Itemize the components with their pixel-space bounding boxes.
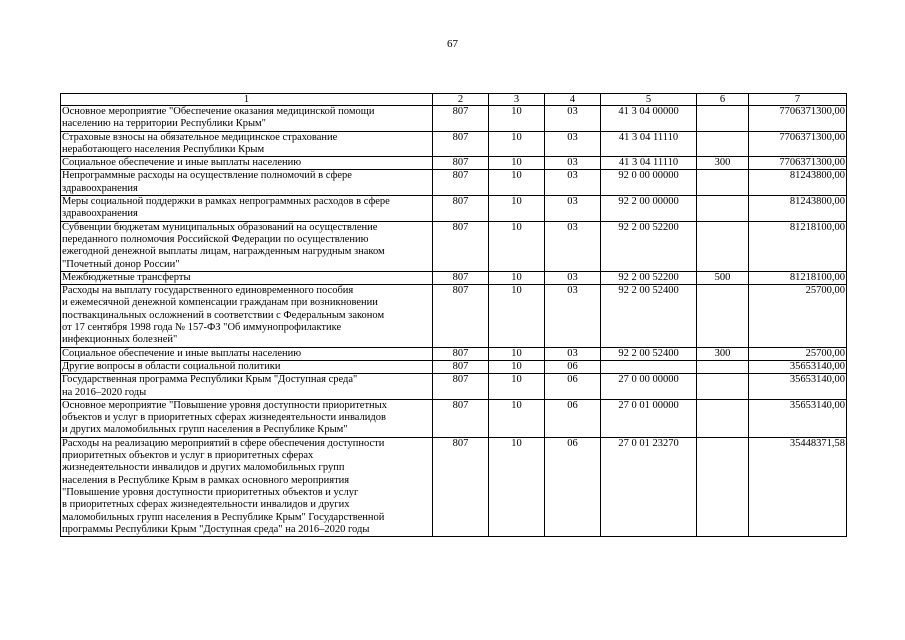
- description-line: маломобильных групп населения в Республике Крым" Государственной: [62, 511, 385, 523]
- row-ministry-code: 807: [433, 374, 489, 400]
- row-section-code: 10: [489, 360, 545, 373]
- row-subsection-code: 03: [545, 285, 601, 347]
- description-line: программы Республики Крым "Доступная среда" на 2016–2020 годы: [62, 523, 370, 535]
- row-expense-type-code: [697, 285, 749, 347]
- row-description: [61, 131, 433, 157]
- column-header: 6: [697, 94, 749, 106]
- row-section-code: 10: [489, 196, 545, 222]
- row-amount: 35448371,58: [749, 437, 847, 536]
- row-subsection-code: 03: [545, 157, 601, 170]
- row-ministry-code: 807: [433, 399, 489, 437]
- row-amount: 35653140,00: [749, 360, 847, 373]
- row-subsection-code: 03: [545, 221, 601, 271]
- column-header: 4: [545, 94, 601, 106]
- table-row: [61, 106, 847, 132]
- row-expense-type-code: [697, 437, 749, 536]
- row-amount: 7706371300,00: [749, 106, 847, 132]
- description-line: Основное мероприятие "Повышение уровня доступности приоритетных: [62, 399, 387, 411]
- table-row: [61, 374, 847, 400]
- description-line: Государственная программа Республики Крым "Доступная среда": [62, 374, 358, 386]
- column-header: 2: [433, 94, 489, 106]
- row-description: [61, 347, 433, 360]
- row-amount: 35653140,00: [749, 374, 847, 400]
- row-ministry-code: 807: [433, 106, 489, 132]
- row-section-code: 10: [489, 374, 545, 400]
- description-line: Социальное обеспечение и иные выплаты населению: [62, 157, 302, 169]
- column-header: 3: [489, 94, 545, 106]
- row-amount: 25700,00: [749, 347, 847, 360]
- description-line: здравоохранения: [62, 208, 138, 220]
- row-description: [61, 170, 433, 196]
- description-line: Непрограммные расходы на осуществление полномочий в сфере: [62, 170, 352, 182]
- row-section-code: 10: [489, 271, 545, 284]
- description-line: от 17 сентября 1998 года № 157-ФЗ "Об иммунопрофилактике: [62, 322, 342, 334]
- row-expense-type-code: [697, 196, 749, 222]
- description-line: Другие вопросы в области социальной политики: [62, 360, 281, 372]
- description-line: ежегодной денежной выплаты лицам, награжденным нагрудным знаком: [62, 246, 385, 258]
- row-expense-type-code: 300: [697, 157, 749, 170]
- row-target-code: 41 3 04 00000: [601, 106, 697, 132]
- row-target-code: 92 2 00 00000: [601, 196, 697, 222]
- column-header: 1: [61, 94, 433, 106]
- row-expense-type-code: [697, 106, 749, 132]
- table-row: [61, 285, 847, 347]
- description-line: и других маломобильных групп населения в Республике Крым": [62, 424, 348, 436]
- description-line: здравоохранения: [62, 182, 138, 194]
- row-amount: 81243800,00: [749, 196, 847, 222]
- page-number: 67: [447, 38, 458, 50]
- table-row: [61, 196, 847, 222]
- row-amount: 81218100,00: [749, 221, 847, 271]
- row-target-code: 92 2 00 52200: [601, 221, 697, 271]
- row-description: [61, 106, 433, 132]
- description-line: Социальное обеспечение и иные выплаты населению: [62, 347, 302, 359]
- row-target-code: 92 2 00 52200: [601, 271, 697, 284]
- row-description: [61, 437, 433, 536]
- row-target-code: [601, 360, 697, 373]
- table-row: [61, 131, 847, 157]
- row-ministry-code: 807: [433, 360, 489, 373]
- row-ministry-code: 807: [433, 157, 489, 170]
- row-subsection-code: 03: [545, 131, 601, 157]
- row-description: [61, 157, 433, 170]
- row-expense-type-code: 300: [697, 347, 749, 360]
- table-row: [61, 360, 847, 373]
- row-ministry-code: 807: [433, 196, 489, 222]
- row-target-code: 27 0 00 00000: [601, 374, 697, 400]
- row-expense-type-code: 500: [697, 271, 749, 284]
- row-expense-type-code: [697, 374, 749, 400]
- description-line: переданного полномочия Российской Федерации по осуществлению: [62, 233, 369, 245]
- description-line: Страховые взносы на обязательное медицинское страхование: [62, 131, 338, 143]
- row-section-code: 10: [489, 106, 545, 132]
- row-ministry-code: 807: [433, 170, 489, 196]
- row-target-code: 92 2 00 52400: [601, 285, 697, 347]
- description-line: жизнедеятельности инвалидов и других маломобильных групп: [62, 462, 345, 474]
- description-line: Меры социальной поддержки в рамках непрограммных расходов в сфере: [62, 196, 390, 208]
- row-expense-type-code: [697, 170, 749, 196]
- table-row: [61, 157, 847, 170]
- row-target-code: 41 3 04 11110: [601, 157, 697, 170]
- table-row: [61, 437, 847, 536]
- row-amount: 25700,00: [749, 285, 847, 347]
- row-expense-type-code: [697, 399, 749, 437]
- row-amount: 7706371300,00: [749, 157, 847, 170]
- row-subsection-code: 03: [545, 196, 601, 222]
- description-line: Расходы на выплату государственного единовременного пособия: [62, 285, 354, 297]
- budget-table: [60, 93, 847, 537]
- description-line: "Почетный донор России": [62, 258, 180, 270]
- column-header: 7: [749, 94, 847, 106]
- description-line: Межбюджетные трансферты: [62, 271, 191, 283]
- row-description: [61, 221, 433, 271]
- description-line: и ежемесячной денежной компенсации гражданам при возникновении: [62, 297, 378, 309]
- row-description: [61, 374, 433, 400]
- row-target-code: 27 0 01 00000: [601, 399, 697, 437]
- row-section-code: 10: [489, 131, 545, 157]
- description-line: "Повышение уровня доступности приоритетных объектов и услуг: [62, 486, 359, 498]
- row-section-code: 10: [489, 399, 545, 437]
- description-line: инфекционных болезней": [62, 334, 178, 346]
- row-subsection-code: 03: [545, 347, 601, 360]
- description-line: приоритетных объектов и услуг в приоритетных сферах: [62, 450, 314, 462]
- row-ministry-code: 807: [433, 347, 489, 360]
- row-amount: 7706371300,00: [749, 131, 847, 157]
- row-subsection-code: 03: [545, 106, 601, 132]
- header-row: [61, 94, 847, 106]
- row-ministry-code: 807: [433, 285, 489, 347]
- row-target-code: 27 0 01 23270: [601, 437, 697, 536]
- row-section-code: 10: [489, 157, 545, 170]
- row-description: [61, 196, 433, 222]
- table-row: [61, 347, 847, 360]
- row-subsection-code: 06: [545, 374, 601, 400]
- description-line: объектов и услуг в приоритетных сферах жизнедеятельности инвалидов: [62, 412, 386, 424]
- row-subsection-code: 06: [545, 360, 601, 373]
- row-description: [61, 399, 433, 437]
- row-section-code: 10: [489, 347, 545, 360]
- row-section-code: 10: [489, 285, 545, 347]
- row-expense-type-code: [697, 360, 749, 373]
- table-row: [61, 399, 847, 437]
- row-ministry-code: 807: [433, 271, 489, 284]
- row-section-code: 10: [489, 221, 545, 271]
- row-subsection-code: 03: [545, 271, 601, 284]
- table-body: [61, 106, 847, 537]
- description-line: в приоритетных сферах жизнедеятельности инвалидов и других: [62, 499, 350, 511]
- description-line: Основное мероприятие "Обеспечение оказания медицинской помощи: [62, 106, 375, 117]
- description-line: населения в Республике Крым в рамках основного мероприятия: [62, 474, 350, 486]
- row-ministry-code: 807: [433, 131, 489, 157]
- row-description: [61, 360, 433, 373]
- row-expense-type-code: [697, 221, 749, 271]
- table-row: [61, 170, 847, 196]
- row-description: [61, 285, 433, 347]
- row-description: [61, 271, 433, 284]
- description-line: Субвенции бюджетам муниципальных образований на осуществление: [62, 221, 378, 233]
- row-amount: 81243800,00: [749, 170, 847, 196]
- table-row: [61, 221, 847, 271]
- description-line: поствакцинальных осложнений в соответствии с Федеральным законом: [62, 309, 385, 321]
- row-ministry-code: 807: [433, 437, 489, 536]
- row-expense-type-code: [697, 131, 749, 157]
- description-line: неработающего населения Республики Крым: [62, 143, 265, 155]
- row-target-code: 92 2 00 52400: [601, 347, 697, 360]
- row-amount: 35653140,00: [749, 399, 847, 437]
- row-target-code: 41 3 04 11110: [601, 131, 697, 157]
- row-ministry-code: 807: [433, 221, 489, 271]
- row-subsection-code: 06: [545, 399, 601, 437]
- row-amount: 81218100,00: [749, 271, 847, 284]
- description-line: на 2016–2020 годы: [62, 386, 147, 398]
- row-subsection-code: 03: [545, 170, 601, 196]
- row-target-code: 92 0 00 00000: [601, 170, 697, 196]
- row-section-code: 10: [489, 170, 545, 196]
- column-header: 5: [601, 94, 697, 106]
- description-line: населению на территории Республики Крым": [62, 118, 266, 130]
- row-subsection-code: 06: [545, 437, 601, 536]
- table-row: [61, 271, 847, 284]
- row-section-code: 10: [489, 437, 545, 536]
- description-line: Расходы на реализацию мероприятий в сфере обеспечения доступности: [62, 437, 385, 449]
